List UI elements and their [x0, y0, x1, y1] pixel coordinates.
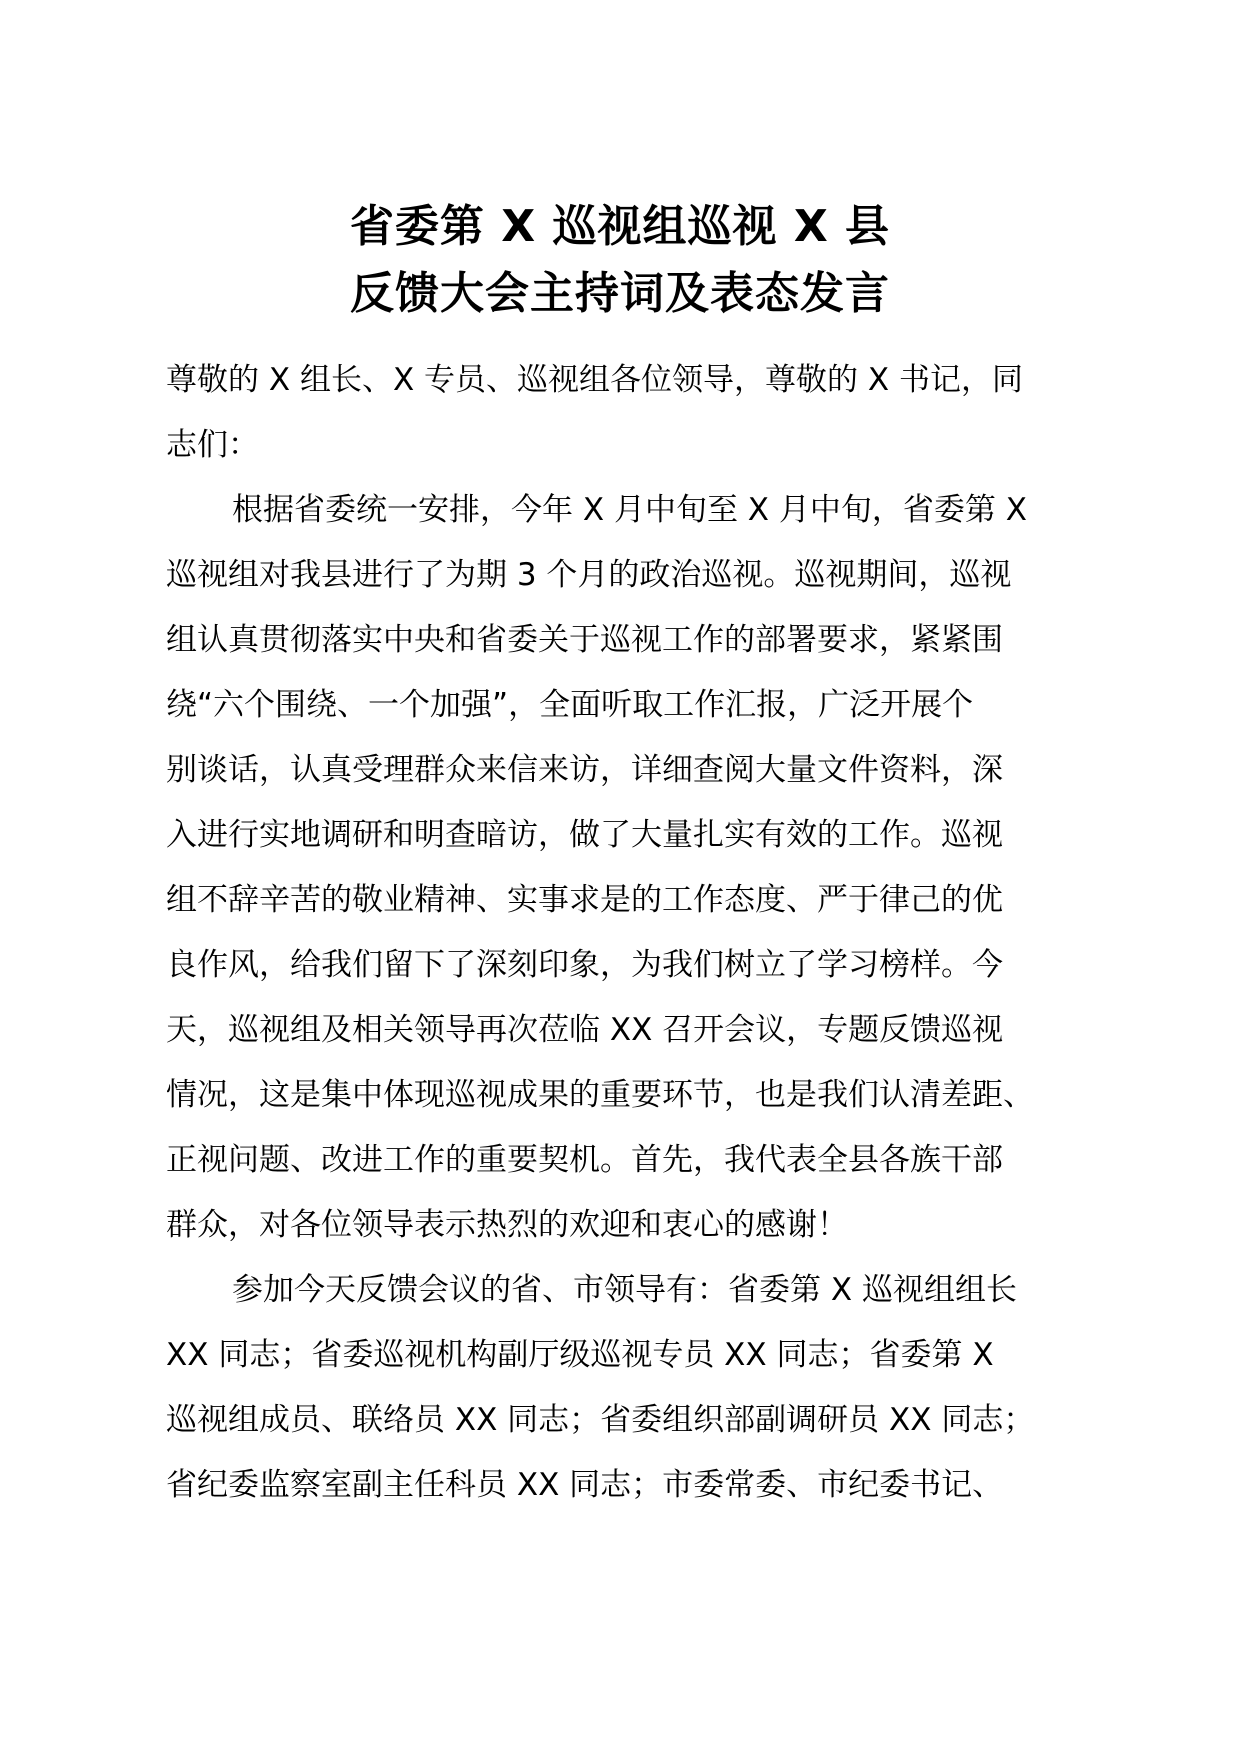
document-title-line-2: 反馈大会主持词及表态发言: [350, 268, 890, 319]
salutation-line-1: 尊敬的 X 组长、X 专员、巡视组各位领导，尊敬的 X 书记，同: [166, 362, 1023, 398]
salutation-line-2: 志们：: [166, 427, 259, 463]
paragraph-1-line-4: 绕“六个围绕、一个加强”，全面听取工作汇报，广泛开展个: [166, 687, 974, 723]
paragraph-1-line-6: 入进行实地调研和明查暗访，做了大量扎实有效的工作。巡视: [166, 817, 1003, 853]
paragraph-1-line-10: 情况，这是集中体现巡视成果的重要环节，也是我们认清差距、: [166, 1077, 1034, 1113]
document-body: [166, 348, 1086, 1518]
paragraph-1-line-1: 根据省委统一安排，今年 X 月中旬至 X 月中旬，省委第 X: [232, 492, 1027, 528]
paragraph-1-line-8: 良作风，给我们留下了深刻印象，为我们树立了学习榜样。今: [166, 947, 1003, 983]
paragraph-2-line-4: 省纪委监察室副主任科员 XX 同志；市委常委、市纪委书记、: [166, 1467, 1004, 1503]
document-title-line-1: 省委第 X 巡视组巡视 X 县: [349, 201, 891, 252]
paragraph-1-line-9: 天，巡视组及相关领导再次莅临 XX 召开会议，专题反馈巡视: [166, 1012, 1004, 1048]
paragraph-1-line-5: 别谈话，认真受理群众来信来访，详细查阅大量文件资料，深: [166, 752, 1003, 788]
paragraph-1-line-11: 正视问题、改进工作的重要契机。首先，我代表全县各族干部: [166, 1142, 1003, 1178]
paragraph-2-line-2: XX 同志；省委巡视机构副厅级巡视专员 XX 同志；省委第 X: [166, 1337, 994, 1373]
paragraph-1-line-12: 群众，对各位领导表示热烈的欢迎和衷心的感谢！: [166, 1207, 848, 1243]
paragraph-1-line-2: 巡视组对我县进行了为期 3 个月的政治巡视。巡视期间，巡视: [166, 557, 1012, 593]
paragraph-2-line-3: 巡视组成员、联络员 XX 同志；省委组织部副调研员 XX 同志；: [166, 1402, 1035, 1438]
paragraph-1-line-3: 组认真贯彻落实中央和省委关于巡视工作的部署要求，紧紧围: [166, 622, 1003, 658]
paragraph-2-line-1: 参加今天反馈会议的省、市领导有：省委第 X 巡视组组长: [232, 1272, 1017, 1308]
paragraph-1-line-7: 组不辞辛苦的敬业精神、实事求是的工作态度、严于律己的优: [166, 882, 1003, 918]
